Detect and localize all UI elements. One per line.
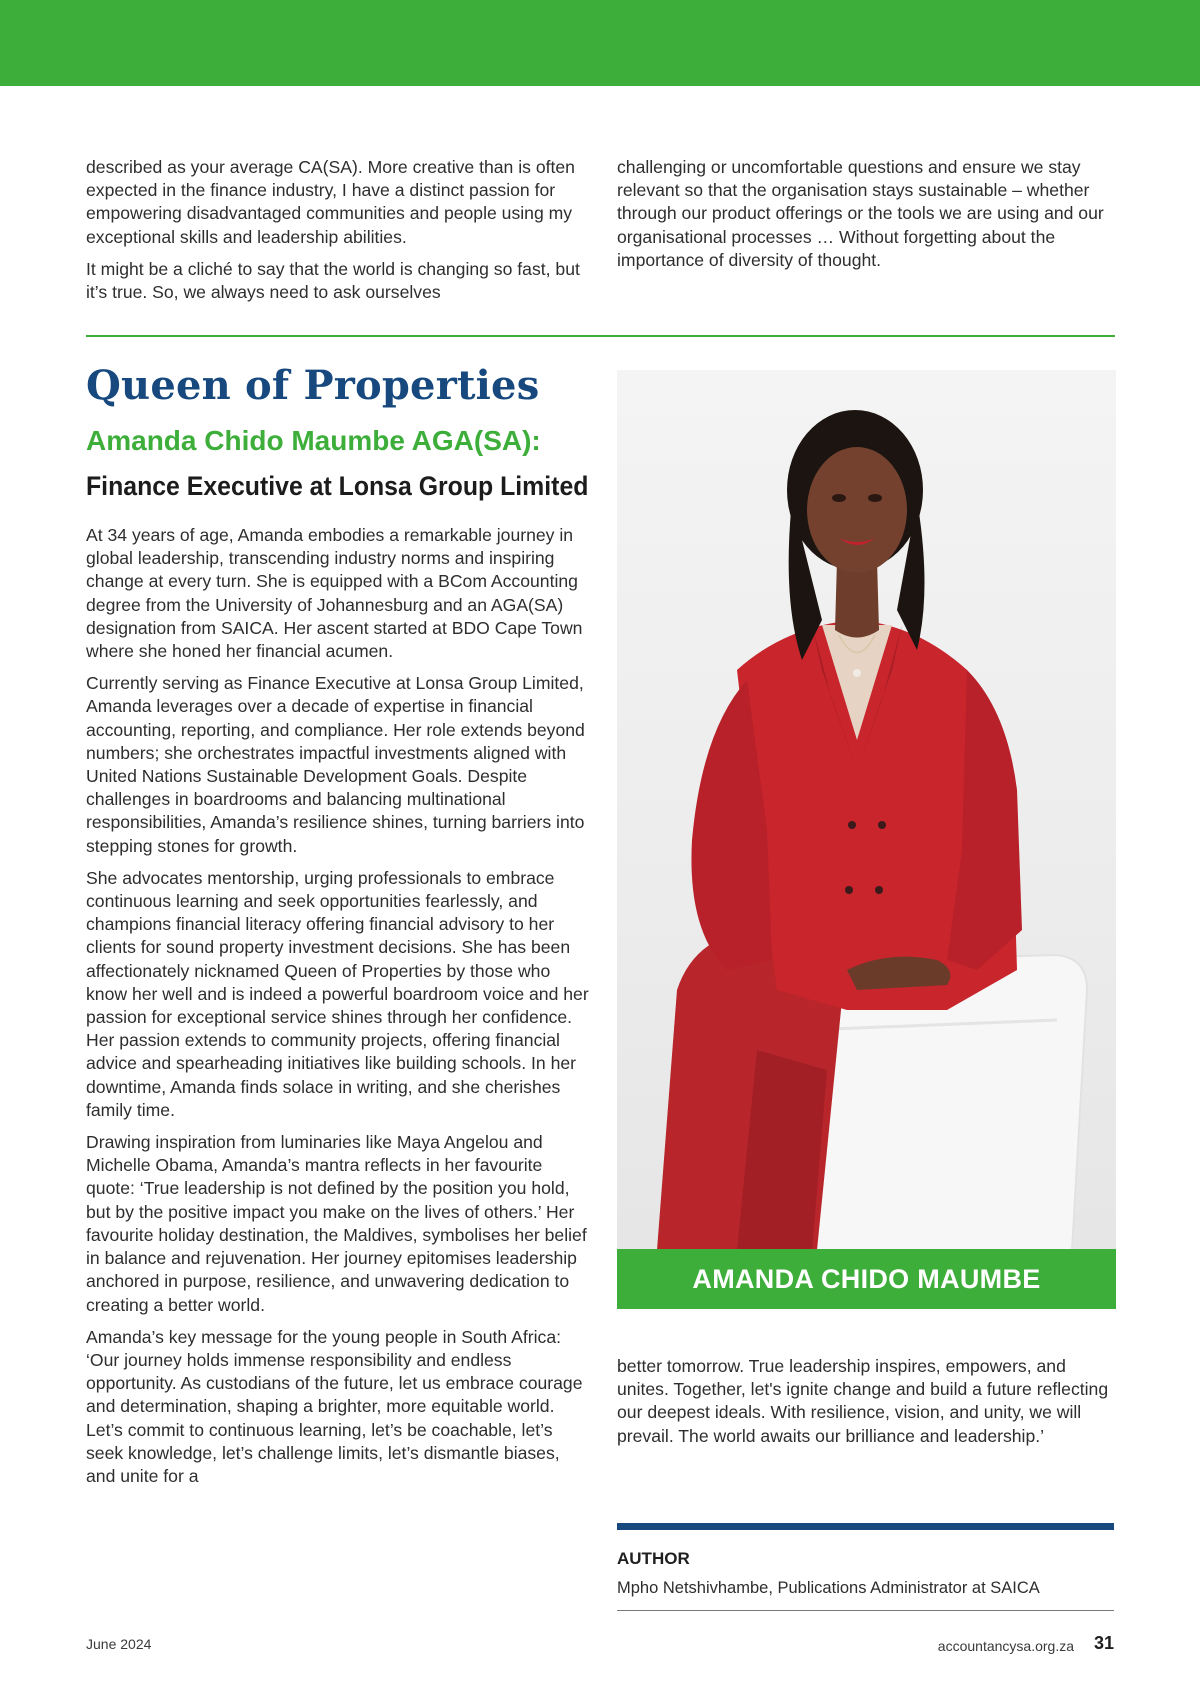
footer-date: June 2024 [86, 1636, 152, 1652]
page-number: 31 [1094, 1633, 1115, 1653]
portrait-photo [617, 370, 1116, 1250]
intro-paragraph: It might be a cliché to say that the world is changing so fast, but it’s true. So, we always need to ask ourselves [86, 258, 580, 303]
photo-caption: AMANDA CHIDO MAUMBE [617, 1249, 1116, 1309]
body-paragraph: At 34 years of age, Amanda embodies a remarkable journey in global leadership, transcending industry norms and inspiring change at every turn. She is equipped with a BCom Accounting degree from the University of Johannesburg and an AGA(SA) designation from SAICA. Her ascent started at BDO Cape Town where she honed her financial acumen. [86, 525, 583, 662]
intro-column-left [86, 156, 586, 313]
section-divider [86, 335, 1115, 337]
author-name: Mpho Netshivhambe, Publications Administrator at SAICA [617, 1579, 1040, 1597]
intro-paragraph: described as your average CA(SA). More creative than is often expected in the finance industry, I have a distinct passion for empowering disadvantaged communities and people using my exceptional skills and leadership abilities. [86, 157, 575, 247]
portrait-illustration [617, 370, 1116, 1250]
body-paragraph: Drawing inspiration from luminaries like Maya Angelou and Michelle Obama, Amanda’s mantra reflects in her favourite quote: ‘True leadership is not defined by the position you hold, but by the positive impact you make on the lives of others.’ Her favourite holiday destination, the Maldives, symbolises her belief in balance and rejuvenation. Her journey epitomises leadership anchored in purpose, resilience, and unwavering dedication to creating a better world. [86, 1132, 587, 1315]
article-role: Finance Executive at Lonsa Group Limited [86, 471, 589, 501]
author-bottom-rule [617, 1610, 1114, 1611]
article-title: Queen of Properties [86, 362, 540, 409]
body-paragraph: Currently serving as Finance Executive at Lonsa Group Limited, Amanda leverages over a decade of expertise in financial accounting, reporting, and compliance. Her role extends beyond numbers; she orchestrates impactful investments aligned with United Nations Sustainable Development Goals. Despite challenges in boardrooms and balancing multinational responsibilities, Amanda’s resilience shines, turning barriers into stepping stones for growth. [86, 673, 585, 856]
article-subtitle: Amanda Chido Maumbe AGA(SA): [86, 425, 541, 456]
intro-column-right [617, 156, 1117, 281]
article-body-right [617, 1355, 1117, 1457]
author-divider [617, 1523, 1114, 1530]
author-label: AUTHOR [617, 1549, 690, 1568]
body-paragraph: Amanda’s key message for the young people in South Africa: ‘Our journey holds immense responsibility and endless opportunity. As custodians of the future, let us embrace courage and determination, shaping a brighter, more equitable world. Let’s commit to continuous learning, let’s be coachable, let’s seek knowledge, let’s challenge limits, let’s dismantle biases, and unite for a [86, 1326, 583, 1486]
intro-paragraph: challenging or uncomfortable questions and ensure we stay relevant so that the organisation stays sustainable – whether through our product offerings or the tools we are using and our organisational processes … Without forgetting about the importance of diversity of thought. [617, 157, 1104, 270]
body-paragraph: She advocates mentorship, urging professionals to embrace continuous learning and seek opportunities fearlessly, and champions financial literacy offering financial advisory to her clients for sound property investment decisions. She has been affectionately nicknamed Queen of Properties by those who know her well and is indeed a powerful boardroom voice and her passion for exceptional service shines through her confidence. Her passion extends to community projects, offering financial advice and spearheading initiatives like building schools. In her downtime, Amanda finds solace in writing, and she cherishes family time. [86, 867, 589, 1120]
body-paragraph: better tomorrow. True leadership inspires, empowers, and unites. Together, let's ignite change and build a future reflecting our deepest ideals. With resilience, vision, and unity, we will prevail. The world awaits our brilliance and leadership.’ [617, 1356, 1109, 1446]
article-body-left [86, 524, 591, 1497]
footer-site-link[interactable]: accountancysa.org.za [937, 1638, 1074, 1654]
top-color-band [0, 0, 1200, 86]
